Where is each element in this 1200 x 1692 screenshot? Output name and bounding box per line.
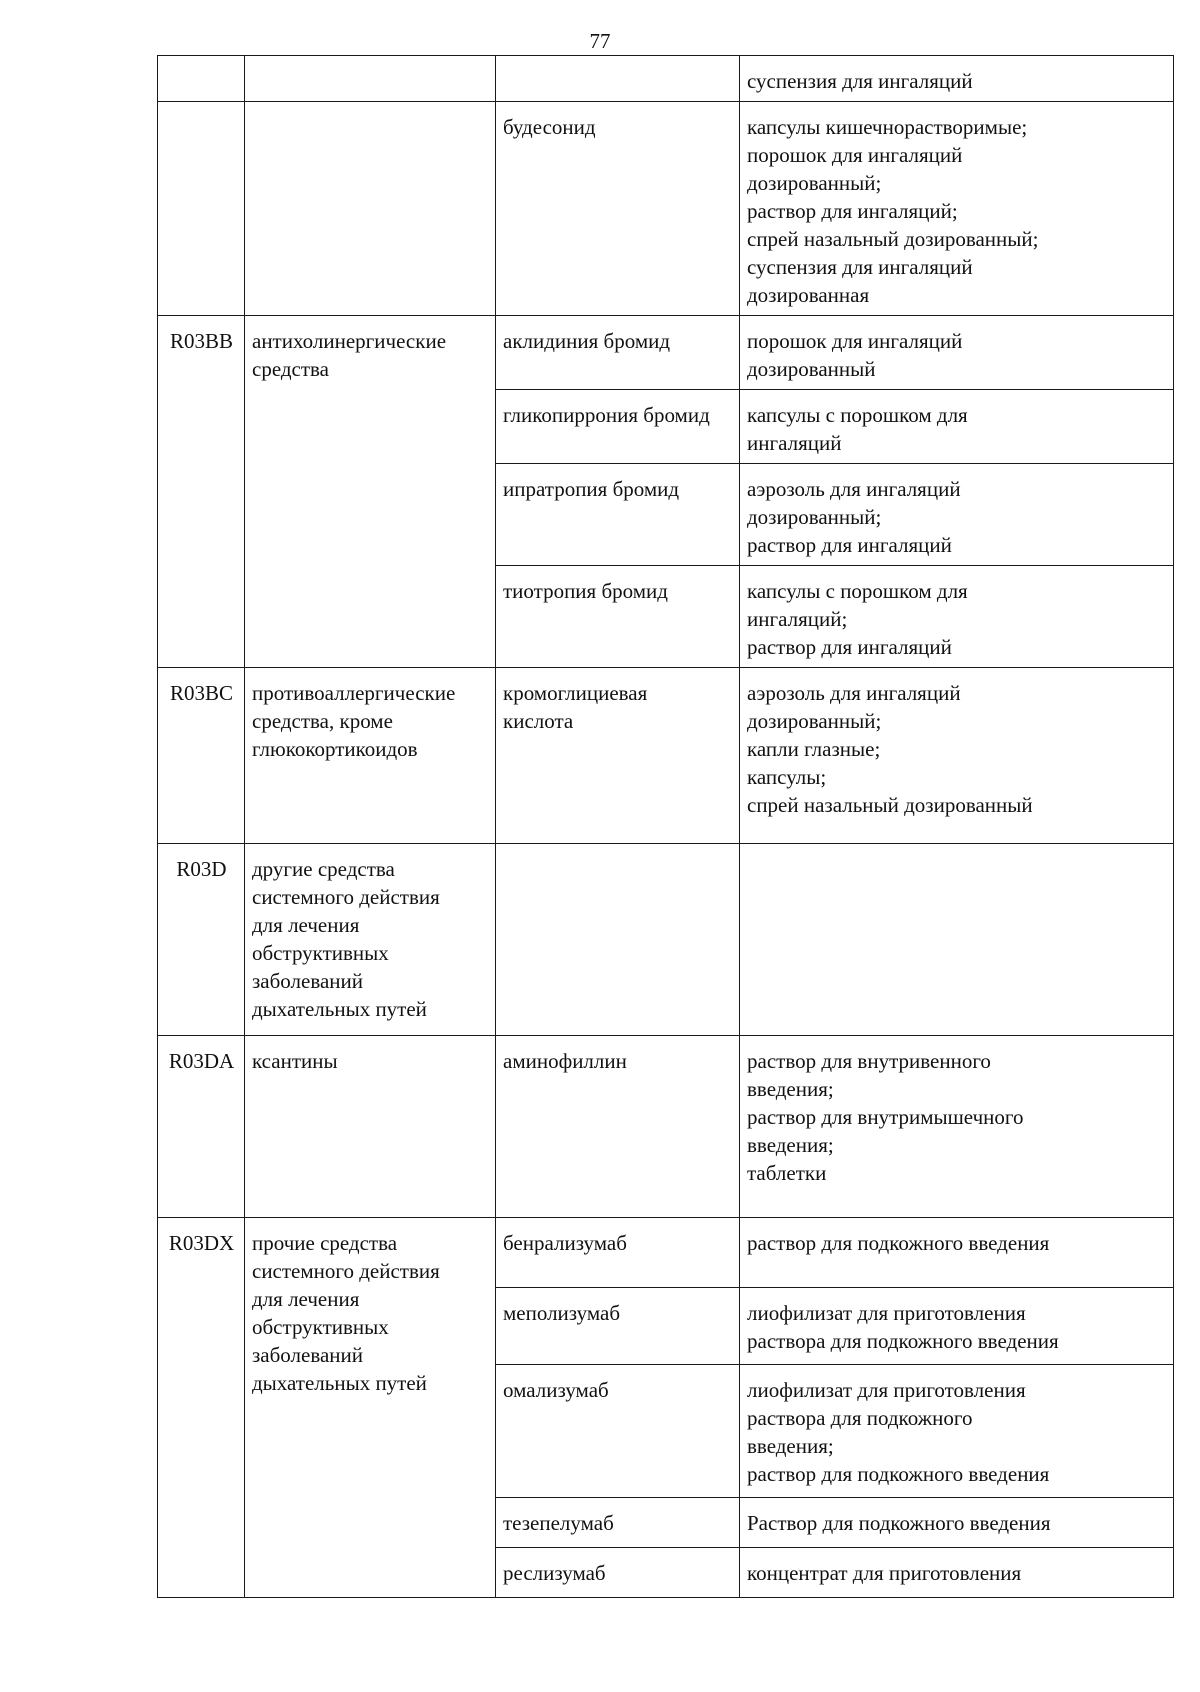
dosage-form-cell [740, 1218, 1174, 1288]
group-cell [245, 56, 496, 102]
form-line: раствор для ингаляций; [747, 199, 958, 223]
form-line: введения; [747, 1133, 834, 1157]
drug-name: аминофиллин [503, 1049, 627, 1073]
group-line: средства, кроме [252, 709, 393, 733]
atc-code: R03DA [168, 1049, 235, 1073]
dosage-form-cell [740, 668, 1174, 844]
form-line: лиофилизат для приготовления [747, 1301, 1026, 1325]
form-line: раствор для подкожного введения [747, 1231, 1050, 1255]
dosage-form-cell [740, 1498, 1174, 1548]
group-line: для лечения [252, 913, 360, 937]
group-cell [245, 668, 496, 844]
atc-code: R03BC [169, 681, 234, 705]
dosage-form-cell [740, 1288, 1174, 1365]
form-line: введения; [747, 1077, 834, 1101]
form-line: введения; [747, 1434, 834, 1458]
drug-name: гликопиррония бромид [503, 403, 710, 427]
drug-name: меполизумаб [503, 1301, 621, 1325]
form-line: аэрозоль для ингаляций [747, 681, 961, 705]
dosage-form-cell [740, 1365, 1174, 1498]
group-line: дыхательных путей [252, 1371, 427, 1395]
drug-name-cell [496, 1288, 740, 1365]
form-line: порошок для ингаляций [747, 329, 963, 353]
dosage-form-cell [740, 566, 1174, 668]
table-row [158, 844, 1174, 1036]
drug-name: будесонид [503, 115, 596, 139]
group-line: обструктивных [252, 941, 389, 965]
page-number: 77 [589, 29, 611, 53]
table-row [158, 1218, 1174, 1288]
group-cell [245, 316, 496, 668]
form-line: раствор для подкожного введения [747, 1462, 1050, 1486]
form-line: капли глазные; [747, 737, 881, 761]
drug-name-cell [496, 56, 740, 102]
group-line: системного действия [252, 1259, 440, 1283]
form-line: раствора для подкожного введения [747, 1329, 1059, 1353]
form-line: капсулы с порошком для [747, 579, 968, 603]
group-line: противоаллергические [252, 681, 456, 705]
group-cell [245, 844, 496, 1036]
atc-code: R03DX [168, 1231, 235, 1255]
table-row [158, 102, 1174, 316]
form-line: порошок для ингаляций [747, 143, 963, 167]
group-cell [245, 1036, 496, 1218]
atc-code-cell [158, 1036, 245, 1218]
drug-name: омализумаб [503, 1378, 609, 1402]
drug-name-cell [496, 390, 740, 464]
drug-table [157, 55, 1174, 1598]
drug-name: кромоглициевая [503, 681, 648, 705]
dosage-form-cell [740, 316, 1174, 390]
form-line: раствора для подкожного [747, 1406, 973, 1430]
group-line: другие средства [252, 857, 395, 881]
drug-name: тезепелумаб [503, 1511, 614, 1535]
dosage-form-cell [740, 102, 1174, 316]
atc-code-cell [158, 844, 245, 1036]
dosage-form-cell [740, 464, 1174, 566]
drug-name-cell [496, 668, 740, 844]
drug-name-cell [496, 566, 740, 668]
table-row [158, 1036, 1174, 1218]
drug-name-cell [496, 102, 740, 316]
drug-name: ипратропия бромид [503, 477, 680, 501]
form-line: таблетки [747, 1161, 827, 1185]
dosage-form-cell [740, 56, 1174, 102]
drug-name: кислота [503, 709, 574, 733]
form-line: дозированный [747, 357, 876, 381]
form-line: ингаляций [747, 431, 842, 455]
group-line: средства [252, 357, 330, 381]
group-line: обструктивных [252, 1315, 389, 1339]
drug-name-cell [496, 316, 740, 390]
form-line: концентрат для приготовления [747, 1561, 1022, 1585]
drug-name: аклидиния бромид [503, 329, 671, 353]
table-row [158, 668, 1174, 844]
form-line: лиофилизат для приготовления [747, 1378, 1026, 1402]
dosage-form-cell [740, 390, 1174, 464]
group-line: заболеваний [252, 1343, 363, 1367]
dosage-form-cell [740, 1036, 1174, 1218]
form-line: спрей назальный дозированный; [747, 227, 1039, 251]
drug-name-cell [496, 464, 740, 566]
group-line: дыхательных путей [252, 997, 427, 1021]
group-line: заболеваний [252, 969, 363, 993]
dosage-form-cell [740, 1548, 1174, 1598]
atc-code: R03BB [169, 329, 234, 353]
form-line: капсулы кишечнорастворимые; [747, 115, 1028, 139]
atc-code: R03D [176, 857, 227, 881]
form-line: аэрозоль для ингаляций [747, 477, 961, 501]
atc-code-cell [158, 316, 245, 668]
form-line: ингаляций; [747, 607, 848, 631]
atc-code-cell [158, 668, 245, 844]
drug-name-cell [496, 1036, 740, 1218]
table-row [158, 56, 1174, 102]
form-line: раствор для ингаляций [747, 635, 952, 659]
drug-name-cell [496, 1365, 740, 1498]
form-line: дозированный; [747, 505, 882, 529]
form-line: раствор для внутривенного [747, 1049, 991, 1073]
drug-name: тиотропия бромид [503, 579, 668, 603]
drug-name-cell [496, 1218, 740, 1288]
drug-name: бенрализумаб [503, 1231, 627, 1255]
form-line: капсулы; [747, 765, 827, 789]
group-line: антихолинергические [252, 329, 447, 353]
group-cell [245, 1218, 496, 1598]
table-row [158, 316, 1174, 390]
form-line: раствор для ингаляций [747, 533, 952, 557]
form-line: спрей назальный дозированный [747, 793, 1033, 817]
drug-name-cell [496, 1548, 740, 1598]
atc-code-cell [158, 102, 245, 316]
drug-name-cell [496, 1498, 740, 1548]
atc-code-cell [158, 1218, 245, 1598]
form-line: суспензия для ингаляций [747, 255, 973, 279]
group-cell [245, 102, 496, 316]
form-line: капсулы с порошком для [747, 403, 968, 427]
form-line: суспензия для ингаляций [747, 69, 973, 93]
group-line: ксантины [252, 1049, 338, 1073]
group-line: системного действия [252, 885, 440, 909]
form-line: дозированная [747, 283, 870, 307]
group-line: для лечения [252, 1287, 360, 1311]
form-line: дозированный; [747, 171, 882, 195]
group-line: прочие средства [252, 1231, 398, 1255]
drug-name-cell [496, 844, 740, 1036]
atc-code-cell [158, 56, 245, 102]
dosage-form-cell [740, 844, 1174, 1036]
drug-name: реслизумаб [503, 1561, 606, 1585]
group-line: глюкокортикоидов [252, 737, 418, 761]
form-line: дозированный; [747, 709, 882, 733]
form-line: Раствор для подкожного введения [747, 1511, 1051, 1535]
form-line: раствор для внутримышечного [747, 1105, 1024, 1129]
